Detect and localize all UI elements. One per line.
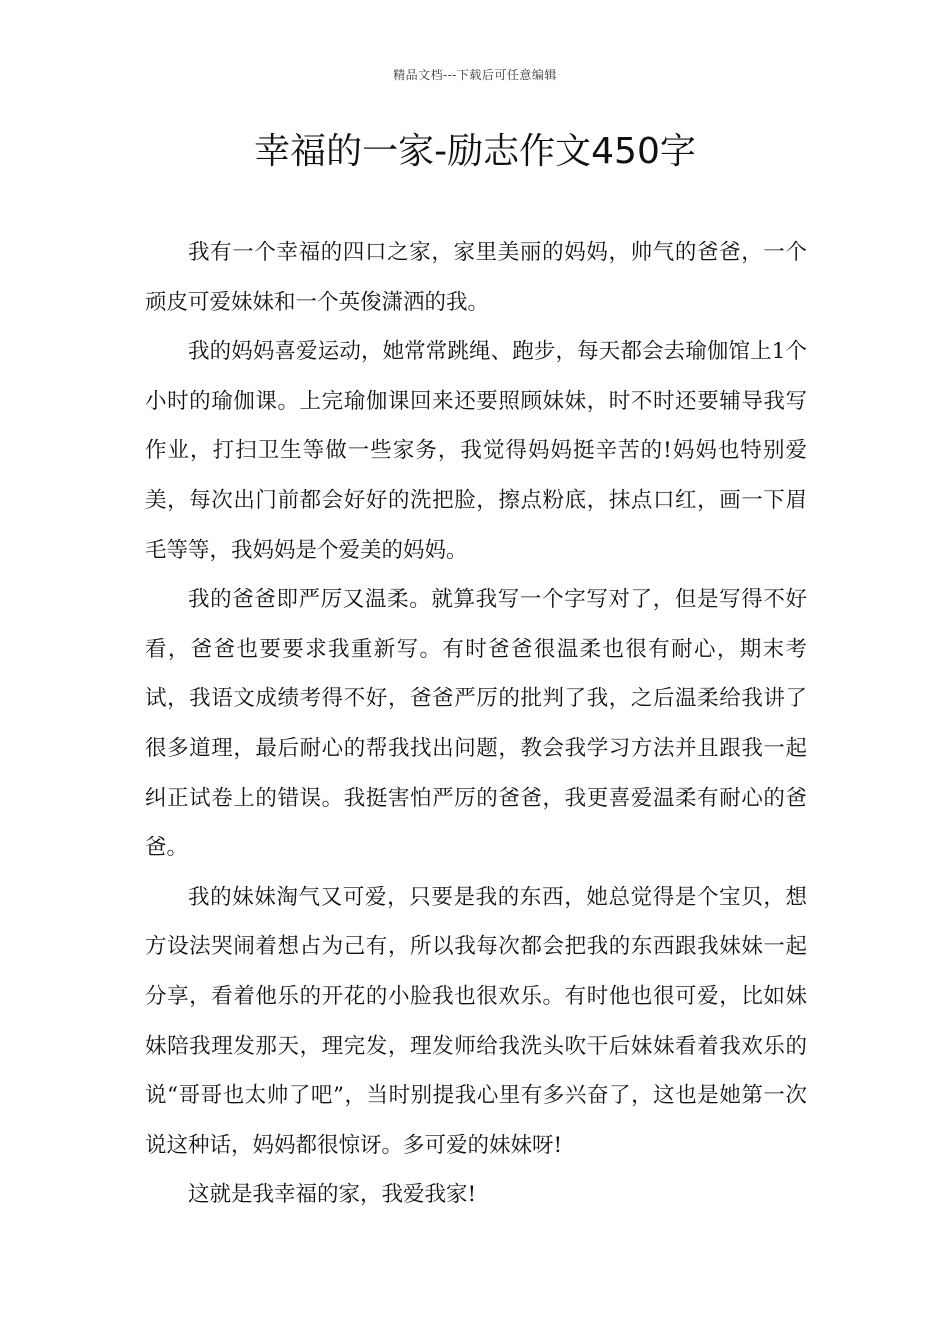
article-body [145, 228, 807, 1220]
paragraph: 我有一个幸福的四口之家，家里美丽的妈妈，帅气的爸爸，一个顽皮可爱妹妹和一个英俊潇洒的我。 [145, 240, 807, 315]
paragraph: 我的爸爸即严厉又温柔。就算我写一个字写对了，但是写得不好看，爸爸也要要求我重新写。有时爸爸很温柔也很有耐心，期末考试，我语文成绩考得不好，爸爸严厉的批判了我，之后温柔给我讲了很多道理，最后耐心的帮我找出问题，教会我学习方法并且跟我一起纠正试卷上的错误。我挺害怕严厉的爸爸，我更喜爱温柔有耐心的爸爸。 [145, 587, 807, 861]
page-title: 幸福的一家-励志作文450字 [254, 131, 696, 172]
paragraph: 我的妈妈喜爱运动，她常常跳绳、跑步，每天都会去瑜伽馆上1个小时的瑜伽课。上完瑜伽课回来还要照顾妹妹，时不时还要辅导我写作业，打扫卫生等做一些家务，我觉得妈妈挺辛苦的!妈妈也特别爱美，每次出门前都会好好的洗把脸，擦点粉底，抹点口红，画一下眉毛等等，我妈妈是个爱美的妈妈。 [145, 339, 807, 563]
header-note: 精品文档---下载后可任意编辑 [393, 68, 557, 82]
paragraph: 这就是我幸福的家，我爱我家! [188, 1182, 477, 1208]
paragraph: 我的妹妹淘气又可爱，只要是我的东西，她总觉得是个宝贝，想方设法哭闹着想占为己有，所以我每次都会把我的东西跟我妹妹一起分享，看着他乐的开花的小脸我也很欢乐。有时他也很可爱，比如妹妹陪我理发那天，理完发，理发师给我洗头吹干后妹妹看着我欢乐的说“哥哥也太帅了吧”，当时别提我心里有多兴奋了，这也是她第一次说这种话，妈妈都很惊讶。多可爱的妹妹呀! [145, 884, 807, 1158]
